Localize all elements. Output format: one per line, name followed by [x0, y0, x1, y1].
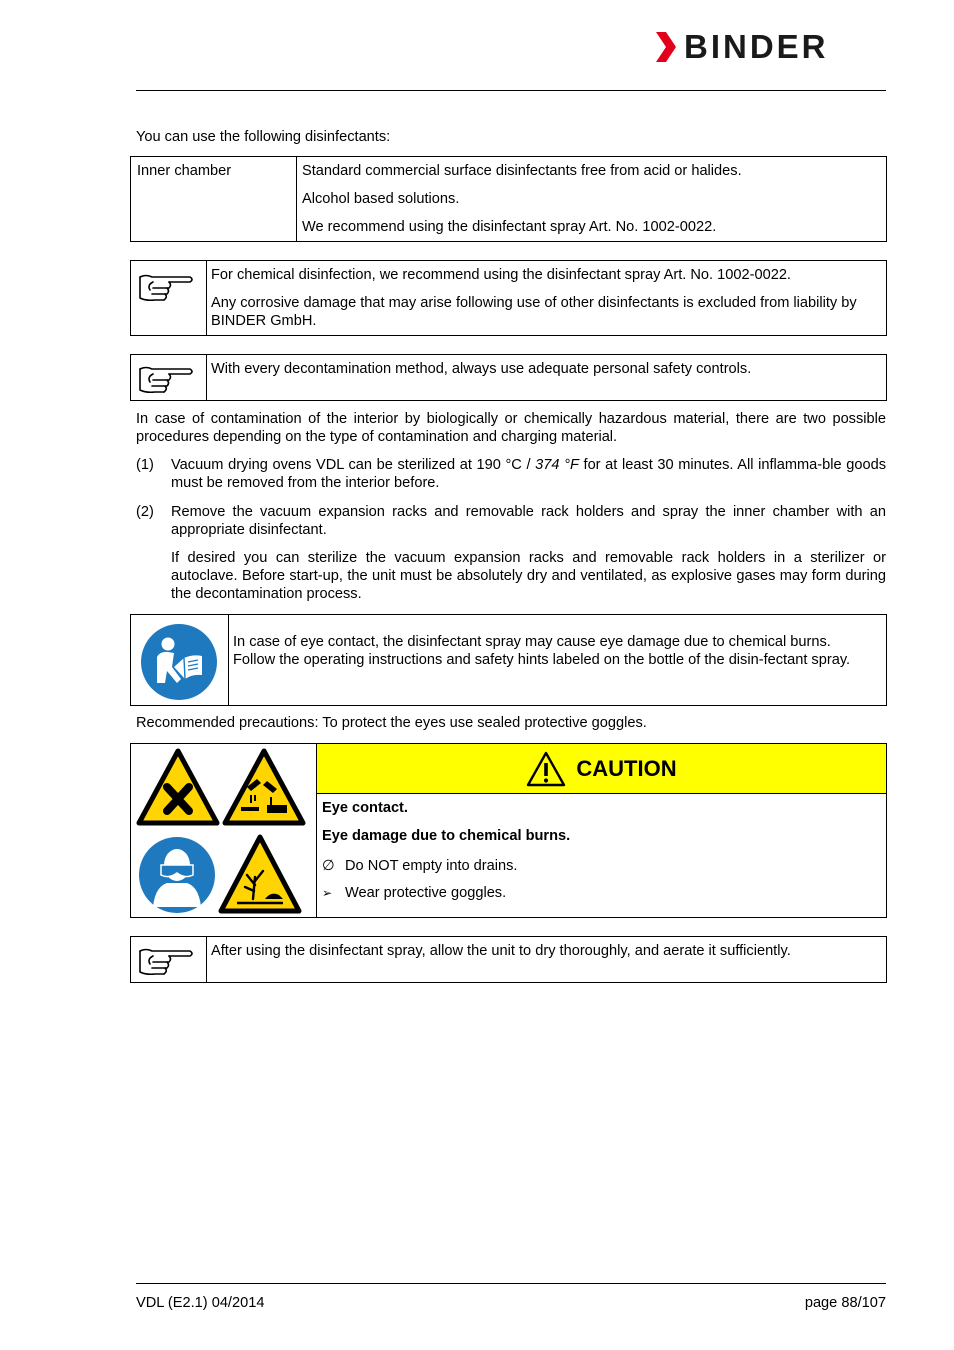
intro-text: You can use the following disinfectants: [136, 129, 391, 145]
caution-header [317, 744, 886, 794]
item-fahrenheit: 374 °F [535, 457, 579, 473]
note-divider [206, 937, 207, 982]
pointing-hand-icon [137, 363, 195, 395]
header-rule [136, 90, 886, 91]
table-label: Inner chamber [137, 163, 232, 179]
arrow-bullet-icon: ➢ [322, 886, 333, 900]
note-text: For chemical disinfection, we recommend using the disinfectant spray Art. No. 1002-0022. [211, 267, 791, 283]
list-item: Remove the vacuum expansion racks and removable rack holders and spray the inner chamber with an appropriate disinfectant. [171, 504, 886, 538]
pointing-hand-icon [137, 945, 195, 977]
eye-protection-icon [137, 835, 217, 915]
note-text: Any corrosive damage that may arise following use of other disinfectants is excluded from liability by BINDER GmbH. [211, 295, 857, 329]
binder-logo [654, 30, 829, 64]
caution-box [130, 743, 887, 918]
list-number: (1) [136, 457, 154, 473]
note-divider [228, 615, 229, 705]
caution-action: Wear protective goggles. [345, 885, 507, 901]
manual-note-box [130, 614, 887, 706]
caution-consequence: Eye damage due to chemical burns. [322, 828, 571, 844]
eye-note-text: In case of eye contact, the disinfectant spray may cause eye damage due to chemical burns. Follow the operating instructions and safety hints labeled on the bottle of the disin-fectant spray. [233, 634, 851, 668]
table-line: We recommend using the disinfectant spray Art. No. 1002-0022. [302, 219, 717, 235]
precautions-text: Recommended precautions: To protect the eyes use sealed protective goggles. [136, 715, 647, 731]
caution-subject: Eye contact. [322, 800, 408, 816]
list-item [171, 456, 886, 492]
table-line: Standard commercial surface disinfectants free from acid or halides. [302, 163, 742, 179]
footer-page-number: page 88/107 [804, 1295, 886, 1311]
table-line: Alcohol based solutions. [302, 191, 460, 207]
footer-doc-id: VDL (E2.1) 04/2014 [136, 1295, 265, 1311]
caution-prohibition: Do NOT empty into drains. [345, 858, 518, 874]
disinfectant-table [130, 156, 887, 242]
corrosive-icon [221, 747, 307, 827]
note-text: With every decontamination method, always use adequate personal safety controls. [211, 361, 752, 377]
footer-rule [136, 1283, 886, 1284]
list-item-extra: If desired you can sterilize the vacuum expansion racks and removable rack holders in a sterilizer or autoclave. Before start-up, the unit must be absolutely dry and ventilated, as explosive gases may form during the decontamination process. [171, 550, 886, 602]
list-number: (2) [136, 504, 154, 520]
note-box [130, 260, 887, 336]
note-box [130, 354, 887, 401]
note-divider [206, 355, 207, 400]
table-divider [296, 157, 297, 241]
binder-logo-arrow-icon [654, 30, 676, 64]
note-divider [206, 261, 207, 335]
caution-title: CAUTION [576, 755, 677, 781]
note-box [130, 936, 887, 983]
environment-hazard-icon [217, 833, 303, 915]
prohibition-icon: ∅ [322, 858, 335, 874]
warning-triangle-icon [526, 751, 566, 787]
pointing-hand-icon [137, 271, 195, 303]
note-text: After using the disinfectant spray, allow the unit to dry thoroughly, and aerate it sufficiently. [211, 943, 791, 959]
brand-name: BINDER [684, 28, 829, 65]
harmful-irritant-icon [135, 747, 221, 827]
item-text: for at least 30 minutes. All inflamma-ble goods must be removed from the interior before. [171, 457, 887, 491]
contamination-text: In case of contamination of the interior by biologically or chemically hazardous material, there are two possible procedures depending on the type of contamination and charging material. [136, 411, 886, 445]
read-manual-icon [140, 623, 218, 701]
item-text: Vacuum drying ovens VDL can be sterilized at 190 °C / [171, 457, 536, 473]
